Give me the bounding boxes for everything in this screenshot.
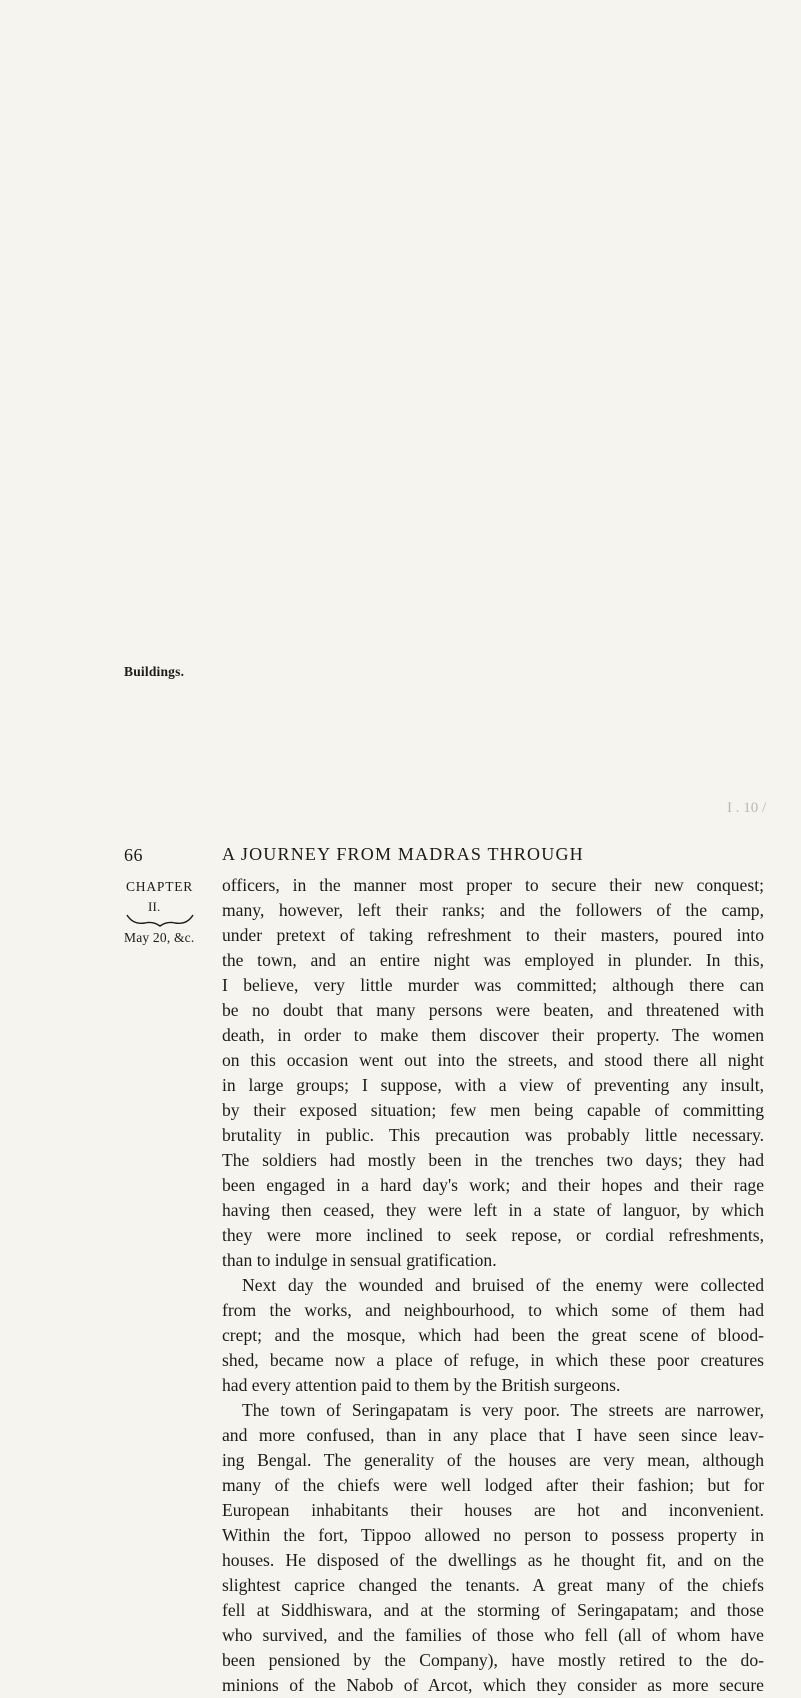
running-header: A JOURNEY FROM MADRAS THROUGH — [222, 844, 584, 864]
text-line: Next day the wounded and bruised of the enemy were collected — [242, 1275, 764, 1295]
date-marginal-note: May 20, &c. — [124, 930, 195, 945]
text-line: had every attention paid to them by the British surgeons. — [222, 1375, 621, 1395]
text-line: The soldiers had mostly been in the trenches two days; they had — [222, 1150, 764, 1170]
text-line: Within the fort, Tippoo allowed no person to possess property in — [222, 1525, 764, 1545]
text-line: ing Bengal. The generality of the houses are very mean, although — [222, 1450, 764, 1470]
text-line: than to indulge in sensual gratification. — [222, 1250, 497, 1270]
chapter-label: CHAPTER — [126, 879, 194, 894]
chapter-number: II. — [148, 899, 161, 914]
text-line: I believe, very little murder was committed; although there can — [222, 975, 764, 995]
text-line: having then ceased, they were left in a state of languor, by which — [222, 1200, 764, 1220]
text-line: officers, in the manner most proper to secure their new conquest; — [222, 875, 764, 895]
text-line: slightest caprice changed the tenants. A great many of the chiefs — [222, 1575, 764, 1595]
text-line: who survived, and the families of those who fell (all of whom have — [222, 1625, 764, 1645]
text-line: by their exposed situation; few men being capable of committing — [222, 1100, 764, 1120]
body-text — [222, 873, 764, 1698]
text-line: from the works, and neighbourhood, to which some of them had — [222, 1300, 764, 1320]
text-line: death, in order to make them discover their property. The women — [222, 1025, 764, 1045]
text-line: and more confused, than in any place that I have seen since leav- — [222, 1425, 764, 1445]
text-line: minions of the Nabob of Arcot, which they consider as more secure — [222, 1675, 764, 1695]
text-line: houses. He disposed of the dwellings as he thought fit, and on the — [222, 1550, 764, 1570]
text-line: on this occasion went out into the streets, and stood there all night — [222, 1050, 764, 1070]
text-line: crept; and the mosque, which had been the great scene of blood- — [222, 1325, 764, 1345]
text-line: the town, and an entire night was employed in plunder. In this, — [222, 950, 764, 970]
buildings-marginal-note: Buildings. — [124, 664, 185, 679]
text-line: shed, became now a place of refuge, in which these poor creatures — [222, 1350, 764, 1370]
text-line: The town of Seringapatam is very poor. The streets are narrower, — [242, 1400, 764, 1420]
text-line: fell at Siddhiswara, and at the storming of Seringapatam; and those — [222, 1600, 764, 1620]
catchword: I . 10 / — [727, 800, 767, 816]
text-line: European inhabitants their houses are hot and inconvenient. — [222, 1500, 764, 1520]
margin-brace-icon — [125, 911, 195, 927]
text-line: many, however, left their ranks; and the followers of the camp, — [222, 900, 764, 920]
text-line: they were more inclined to seek repose, or cordial refreshments, — [222, 1225, 764, 1245]
text-line: under pretext of taking refreshment to their masters, poured into — [222, 925, 764, 945]
text-line: be no doubt that many persons were beaten, and threatened with — [222, 1000, 764, 1020]
text-line: brutality in public. This precaution was probably little necessary. — [222, 1125, 764, 1145]
text-line: many of the chiefs were well lodged after their fashion; but for — [222, 1475, 764, 1495]
page-number: 66 — [124, 845, 143, 865]
text-line: in large groups; I suppose, with a view of preventing any insult, — [222, 1075, 764, 1095]
text-line: been pensioned by the Company), have mostly retired to the do- — [222, 1650, 764, 1670]
text-line: been engaged in a hard day's work; and their hopes and their rage — [222, 1175, 764, 1195]
